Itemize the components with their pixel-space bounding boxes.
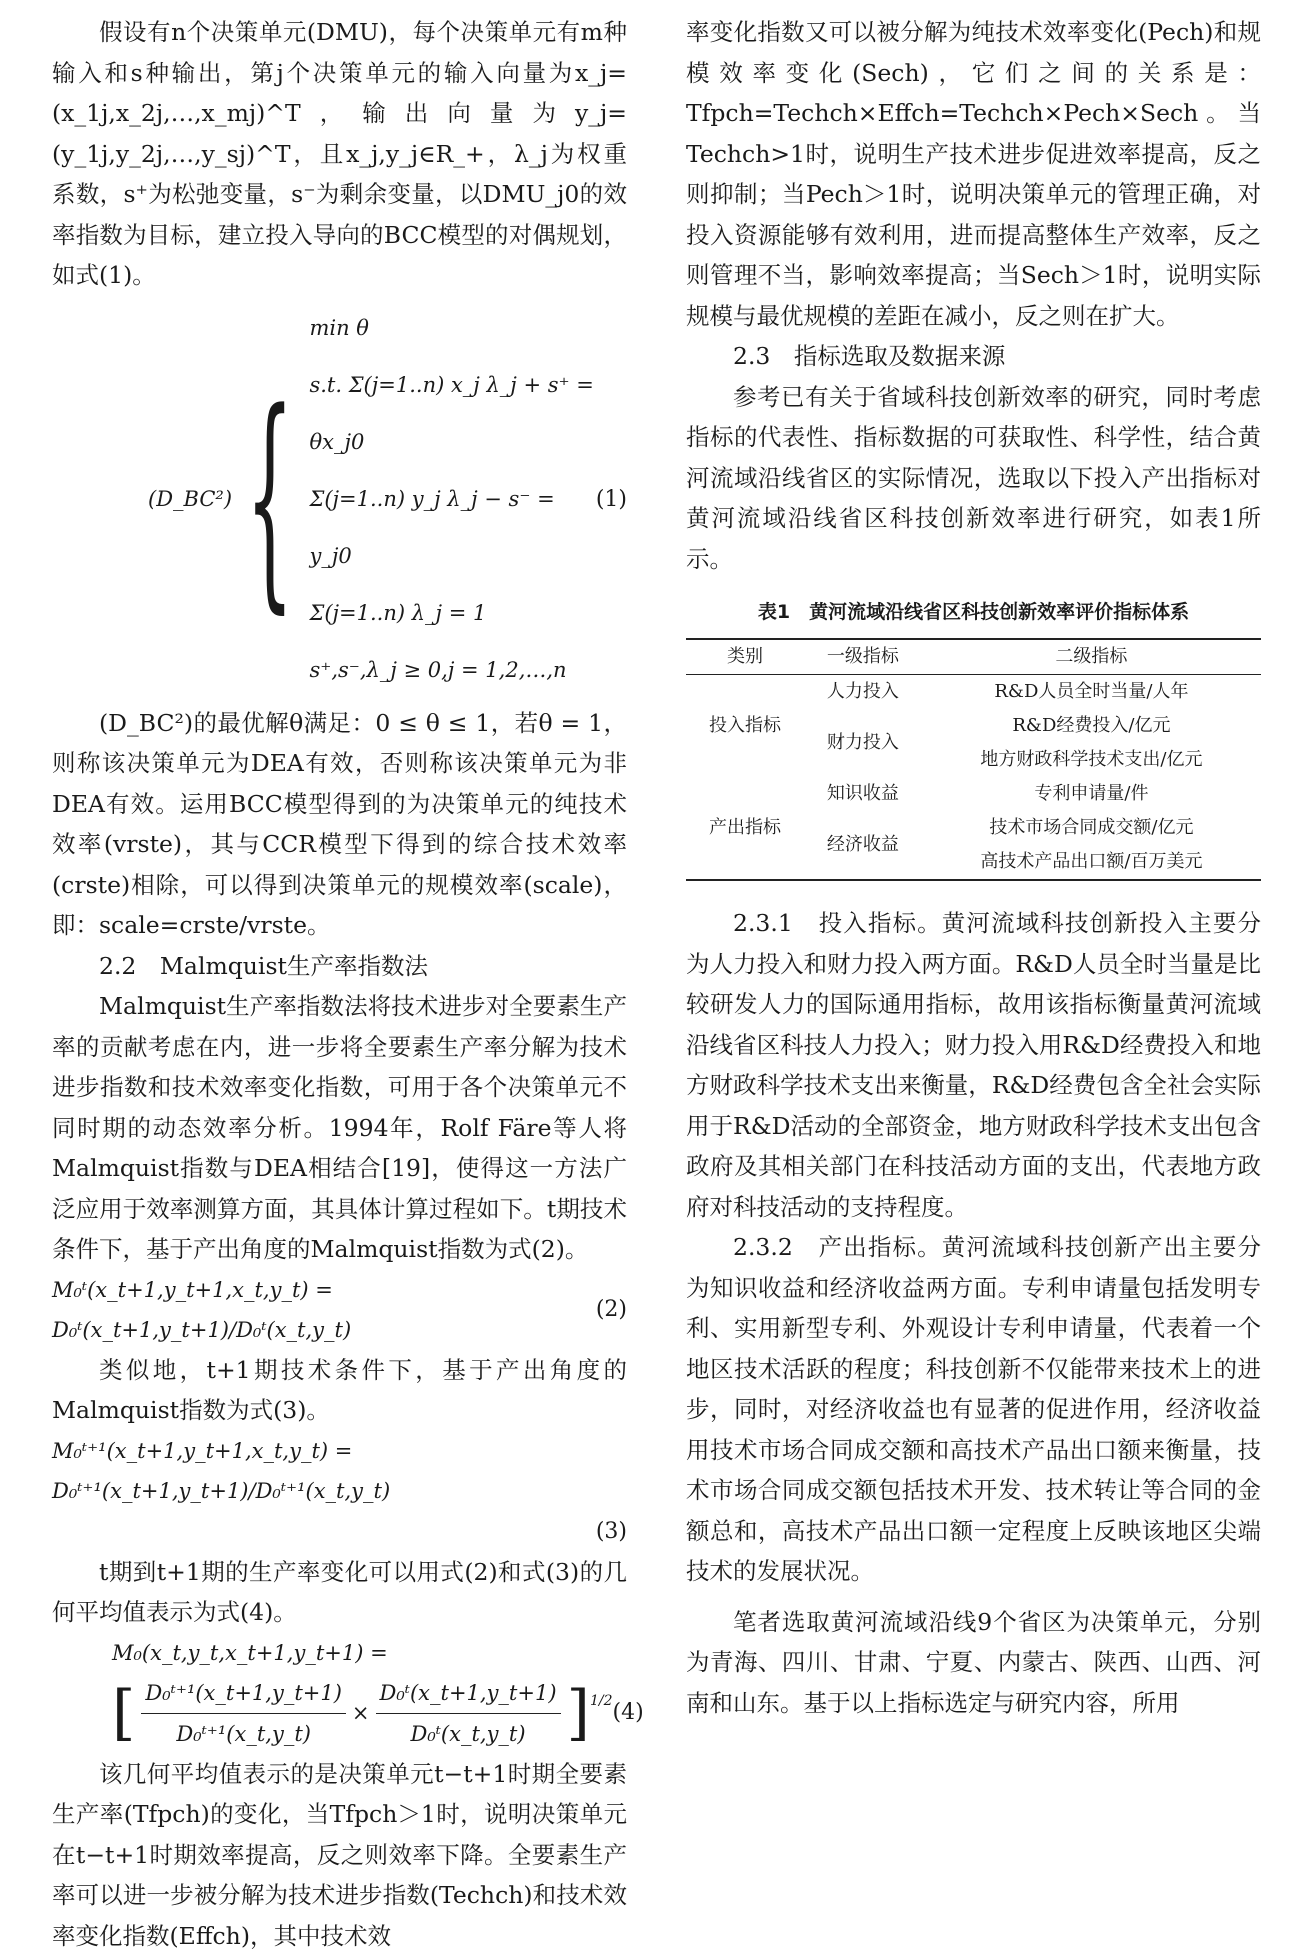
equation-3-number: (3) (596, 1519, 627, 1544)
left-brace: { (246, 383, 294, 616)
table-cell-financial-input: 财力投入 (804, 709, 922, 777)
equation-4-fraction-2-numerator: D₀ᵗ(x_t+1,y_t+1) (376, 1673, 561, 1714)
table-cell-economic-return: 经济收益 (804, 811, 922, 880)
paragraph-output-indicators: 2.3.2 产出指标。黄河流域科技创新产出主要分为知识收益和经济收益两方面。专利申请量包括发明专利、实用新型专利、外观设计专利申请量，代表着一个地区技术活跃的程度；科技创新不仅能带来技术上的进步，同时，对经济收益也有显著的促进作用，经济收益用技术市场合同成交额和高技术产品出口额来衡量，技术市场合同成交额包括技术开发、技术转让等合同的金额总和，高技术产品出口额一定程度上反映该地区尖端技术的发展状况。 (686, 1227, 1261, 1592)
equation-1-line-4: Σ(j=1..n) λ_j = 1 (309, 585, 595, 642)
section-2-3-heading: 2.3 指标选取及数据来源 (686, 336, 1261, 377)
paragraph-similarly: 类似地，t+1期技术条件下，基于产出角度的Malmquist指数为式(3)。 (52, 1350, 627, 1431)
equation-1-line-1: min θ (309, 300, 595, 357)
equation-4-fraction-1 (141, 1673, 346, 1754)
table-cell-knowledge-return: 知识收益 (804, 777, 922, 811)
equation-2 (52, 1270, 627, 1350)
paragraph-indicator-selection: 参考已有关于省域科技创新效率的研究，同时考虑指标的代表性、指标数据的可获取性、科学性，结合黄河流域沿线省区的实际情况，选取以下投入产出指标对黄河流域沿线省区科技创新效率进行研究，如表1所示。 (686, 377, 1261, 580)
paragraph-geometric-mean: t期到t+1期的生产率变化可以用式(2)和式(3)的几何平均值表示为式(4)。 (52, 1552, 627, 1633)
table-1 (686, 638, 1261, 881)
paragraph-dmu-definition: 假设有n个决策单元(DMU)，每个决策单元有m种输入和s种输出，第j个决策单元的输入向量为x_j=(x_1j,x_2j,…,x_mj)^T，输出向量为y_j=(y_1j,y_2j,…,y_sj)^T，且x_j,y_j∈R_+，λ_j为权重系数，s⁺为松弛变量，s⁻为剩余变量，以DMU_j0的效率指数为目标，建立投入导向的BCC模型的对偶规划，如式(1)。 (52, 12, 627, 296)
equation-1-line-5: s⁺,s⁻,λ_j ≥ 0,j = 1,2,…,n (309, 642, 595, 699)
table-row (686, 777, 1261, 811)
equation-4-fraction-1-denominator: D₀ᵗ⁺¹(x_t,y_t) (172, 1714, 315, 1754)
equation-2-number: (2) (596, 1290, 627, 1330)
equation-2-body: M₀ᵗ(x_t+1,y_t+1,x_t,y_t) = D₀ᵗ(x_t+1,y_t+1)/D₀ᵗ(x_t,y_t) (52, 1270, 596, 1350)
table-cell-patent-applications: 专利申请量/件 (922, 777, 1261, 811)
paragraph-provinces: 笔者选取黄河流域沿线9个省区为决策单元，分别为青海、四川、甘肃、宁夏、内蒙古、陕西、山西、河南和山东。基于以上指标选定与研究内容，所用 (686, 1602, 1261, 1724)
equation-4-times: × (352, 1693, 370, 1733)
right-column (686, 12, 1261, 1723)
section-2-2-heading: 2.2 Malmquist生产率指数法 (52, 946, 627, 987)
equation-4 (52, 1633, 627, 1754)
table-cell-input-category: 投入指标 (686, 675, 804, 778)
paragraph-decomposition: 率变化指数又可以被分解为纯技术效率变化(Pech)和规模效率变化(Sech)，它们之间的关系是：Tfpch=Techch×Effch=Techch×Pech×Sech。当Techch>1时，说明生产技术进步促进效率提高，反之则抑制；当Pech＞1时，说明决策单元的管理正确，对投入资源能够有效利用，进而提高整体生产效率，反之则管理不当，影响效率提高；当Sech＞1时，说明实际规模与最优规模的差距在减小，反之则在扩大。 (686, 12, 1261, 336)
left-bracket: [ (112, 1693, 135, 1733)
table-1-caption: 表1 黄河流域沿线省区科技创新效率评价指标体系 (686, 597, 1261, 624)
table-cell-hightech-exports: 高技术产品出口额/百万美元 (922, 845, 1261, 880)
equation-1-line-3: Σ(j=1..n) y_j λ_j − s⁻ = y_j0 (309, 471, 595, 585)
table-row (686, 675, 1261, 710)
table-cell-tech-market-contracts: 技术市场合同成交额/亿元 (922, 811, 1261, 845)
paragraph-tfpch: 该几何平均值表示的是决策单元t−t+1时期全要素生产率(Tfpch)的变化，当Tfpch＞1时，说明决策单元在t−t+1时期效率提高，反之则效率下降。全要素生产率可以进一步被分解为技术进步指数(Techch)和技术效率变化指数(Effch)，其中技术效 (52, 1754, 627, 1956)
equation-1 (52, 300, 627, 699)
paragraph-malmquist: Malmquist生产率指数法将技术进步对全要素生产率的贡献考虑在内，进一步将全要素生产率分解为技术进步指数和技术效率变化指数，可用于各个决策单元不同时期的动态效率分析。1994年，Rolf Färe等人将Malmquist指数与DEA相结合[19]，使得这一方法广泛应用于效率测算方面，其具体计算过程如下。t期技术条件下，基于产出角度的Malmquist指数为式(2)。 (52, 986, 627, 1270)
paragraph-input-indicators: 2.3.1 投入指标。黄河流域科技创新投入主要分为人力投入和财力投入两方面。R&D人员全时当量是比较研发人力的国际通用指标，故用该指标衡量黄河流域沿线省区科技人力投入；财力投入用R&D经费投入和地方财政科学技术支出来衡量，R&D经费包含全社会实际用于R&D活动的全部资金，地方财政科学技术支出包含政府及其相关部门在科技活动方面的支出，代表地方政府对科技活动的支持程度。 (686, 903, 1261, 1227)
table-cell-rd-personnel: R&D人员全时当量/人年 (922, 675, 1261, 710)
table-cell-local-sci-spending: 地方财政科学技术支出/亿元 (922, 743, 1261, 777)
equation-4-number: (4) (612, 1693, 643, 1733)
equation-3 (52, 1431, 627, 1552)
equation-3-body: M₀ᵗ⁺¹(x_t+1,y_t+1,x_t,y_t) = D₀ᵗ⁺¹(x_t+1,y_t+1)/D₀ᵗ⁺¹(x_t,y_t) (52, 1431, 627, 1511)
equation-1-line-2: s.t. Σ(j=1..n) x_j λ_j + s⁺ = θx_j0 (309, 357, 595, 471)
equation-4-lhs: M₀(x_t,y_t,x_t+1,y_t+1) = (52, 1633, 627, 1673)
equation-4-fraction-2 (376, 1673, 561, 1754)
table-cell-human-input: 人力投入 (804, 675, 922, 710)
left-column (52, 12, 627, 1956)
table-cell-rd-funding: R&D经费投入/亿元 (922, 709, 1261, 743)
equation-1-number: (1) (596, 487, 627, 512)
equation-4-fraction-1-numerator: D₀ᵗ⁺¹(x_t+1,y_t+1) (141, 1673, 346, 1714)
table-header-level-2: 二级指标 (922, 639, 1261, 675)
table-cell-output-category: 产出指标 (686, 777, 804, 880)
right-bracket: ] (567, 1693, 590, 1733)
equation-4-fraction-2-denominator: D₀ᵗ(x_t,y_t) (406, 1714, 529, 1754)
equation-4-exponent: 1/2 (590, 1681, 613, 1721)
paragraph-optimal-solution: (D_BC²)的最优解θ满足：0 ≤ θ ≤ 1，若θ = 1，则称该决策单元为DEA有效，否则称该决策单元为非DEA有效。运用BCC模型得到的为决策单元的纯技术效率(vrste)，其与CCR模型下得到的综合技术效率(crste)相除，可以得到决策单元的规模效率(scale)，即：scale=crste/vrste。 (52, 703, 627, 946)
equation-1-lhs: (D_BC²) (148, 479, 232, 519)
table-header-category: 类别 (686, 639, 804, 675)
table-header-level-1: 一级指标 (804, 639, 922, 675)
